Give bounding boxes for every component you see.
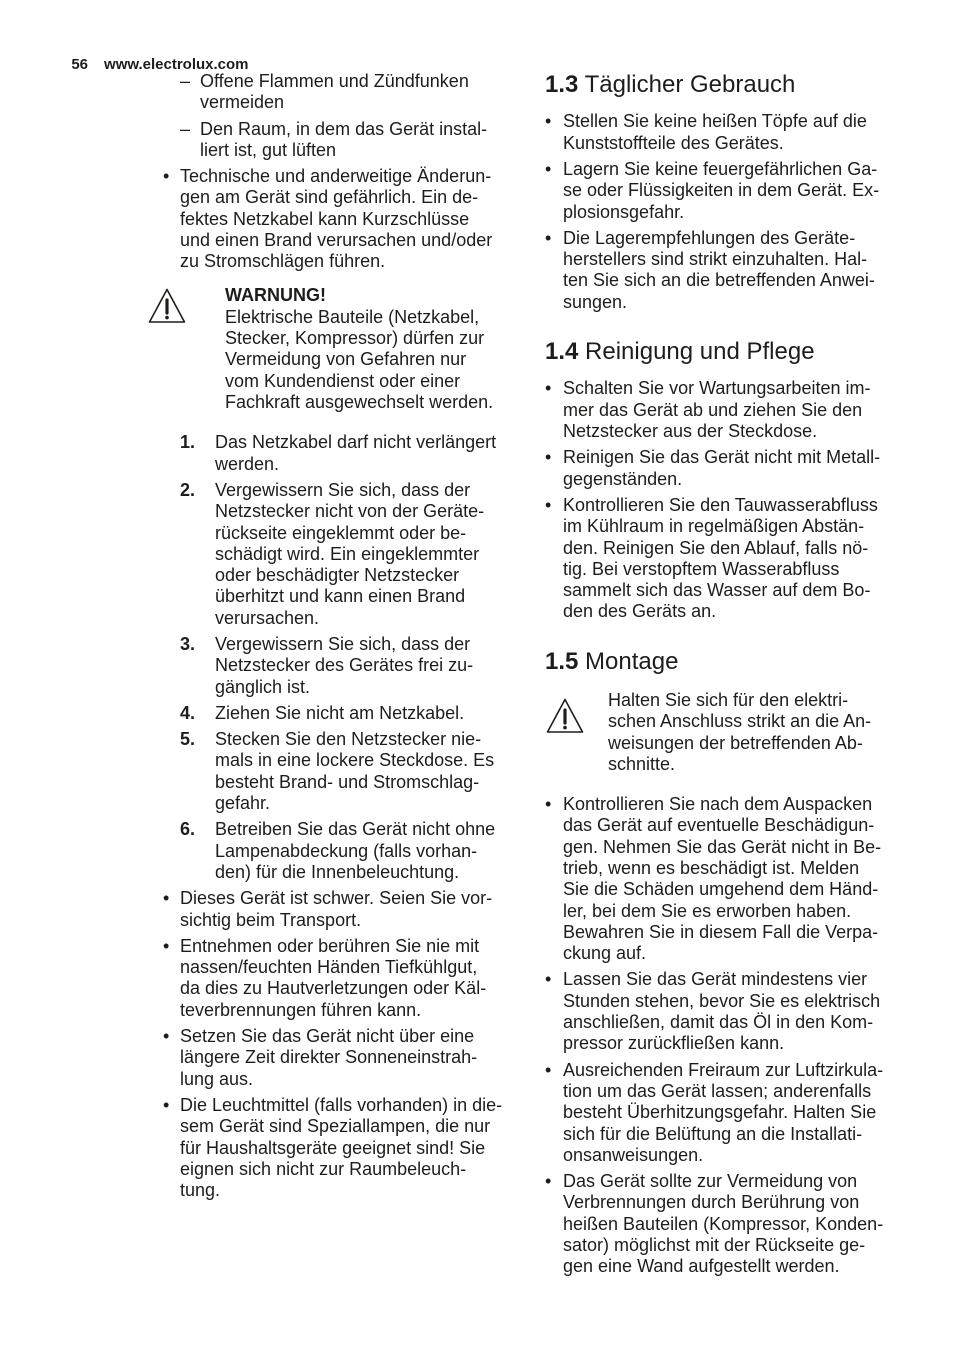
bullet-list-item: [545, 447, 915, 490]
list-item-text: Schalten Sie vor Wartungsarbeiten im- mer das Gerät ab und ziehen Sie den Netzstecker aus der Steckdose.: [563, 378, 871, 442]
bullet-list-item: [545, 969, 915, 1054]
item-number: 6.: [180, 819, 196, 840]
list-item-text: Das Netzkabel darf nicht verlängert werden.: [215, 432, 497, 474]
bullet-list-item: [545, 159, 915, 223]
warning-text: Elektrische Bauteile (Netzkabel, Stecker, Kompressor) dürfen zur Vermeidung von Gefahren nur vom Kundendienst oder einer Fachkraft ausgewechselt werden.: [225, 306, 494, 412]
bullet-marker: •: [163, 935, 170, 956]
bullet-list-item: [545, 1060, 915, 1166]
section-title: Täglicher Gebrauch: [584, 71, 796, 98]
bullet-marker: •: [163, 1094, 170, 1115]
section-heading: [545, 71, 915, 99]
numbered-list-item: [147, 480, 519, 629]
warning-text: Halten Sie sich für den elektri- schen Anschluss strikt an die An- weisungen der betreffenden Ab- schnitte.: [608, 690, 872, 774]
bullet-marker: •: [545, 111, 552, 132]
list-item-text: Betreiben Sie das Gerät nicht ohne Lampenabdeckung (falls vorhan- den) für die Innenbeleuchtung.: [215, 819, 496, 882]
bullet-marker: •: [545, 447, 552, 468]
list-item-text: Kontrollieren Sie nach dem Auspacken das Gerät auf eventuelle Beschädigun- gen. Nehmen Sie das Gerät nicht in Be- trieb, wenn es beschädigt ist. Melden Sie die Schäden umgehend dem Händ- ler, bei dem Sie es erworben haben. Bewahren Sie in diesem Fall die Verpa- ckung auf.: [563, 794, 882, 964]
bullet-list-item: [147, 1026, 519, 1090]
bullet-marker: •: [163, 1026, 170, 1047]
bullet-list-item: [545, 794, 915, 964]
numbered-list-item: [147, 729, 519, 814]
bullet-marker: •: [163, 166, 170, 187]
bullet-list-item: [545, 495, 915, 623]
dash-list-item: [147, 119, 519, 162]
list-item-text: Reinigen Sie das Gerät nicht mit Metall- gegenständen.: [563, 447, 881, 489]
list-item-text: Ziehen Sie nicht am Netzkabel.: [215, 702, 465, 723]
bullet-list-item: [545, 111, 915, 154]
right-column: [545, 71, 915, 1283]
list-item-text: Stellen Sie keine heißen Töpfe auf die Kunststoffteile des Gerätes.: [563, 111, 867, 153]
section-installation: [545, 648, 915, 1278]
warning-triangle-icon: [545, 697, 585, 735]
dash-marker: –: [180, 71, 191, 91]
list-item-text: Vergewissern Sie sich, dass der Netzstecker nicht von der Geräte- rückseite eingeklemmt oder be- schädigt wird. Ein eingeklemmter oder beschädigter Netzstecker überhitzt und kann einen Brand verursachen.: [215, 479, 485, 628]
item-number: 2.: [180, 479, 196, 500]
site-url: www.electrolux.com: [104, 56, 249, 73]
list-item-text: Lagern Sie keine feuergefährlichen Ga- se oder Flüssigkeiten in dem Gerät. Ex- plosionsgefahr.: [563, 158, 880, 222]
list-item-text: Die Lagerempfehlungen des Geräte- herstellers sind strikt einzuhalten. Hal- ten Sie sich an die betreffenden Anwei- sungen.: [563, 227, 875, 312]
bullet-marker: •: [545, 1059, 552, 1080]
list-item-text: Die Leuchtmittel (falls vorhanden) in die- sem Gerät sind Speziallampen, die nur für Haushaltsgeräte geeignet sind! Sie eignen sich nicht zur Raumbeleuch- tung.: [180, 1094, 503, 1201]
bullet-marker: •: [545, 794, 552, 815]
list-item-text: Den Raum, in dem das Gerät instal- liert ist, gut lüften: [200, 118, 488, 160]
item-number: 3.: [180, 634, 196, 654]
section-heading: [545, 338, 915, 366]
list-item-text: Stecken Sie den Netzstecker nie- mals in eine lockere Steckdose. Es besteht Brand- und Stromschlag- gefahr.: [215, 729, 495, 814]
list-item-text: Das Gerät sollte zur Vermeidung von Verbrennungen durch Berührung von heißen Bauteilen (Kompressor, Konden- sator) möglichst mit der Rückseite ge- gen eine Wand aufgestellt werden.: [563, 1171, 884, 1277]
list-item-text: Entnehmen oder berühren Sie nie mit nassen/feuchten Händen Tiefkühlgut, da dies zu Hautverletzungen oder Käl- teverbrennungen führen kann.: [180, 935, 487, 1020]
section-number: 1.4: [545, 338, 579, 366]
section-number: 1.3: [545, 71, 579, 98]
bullet-list-item: [545, 378, 915, 442]
warning-triangle-icon: [147, 287, 187, 325]
bullet-marker: •: [545, 227, 552, 248]
bullet-list-item: [147, 166, 519, 272]
list-item-text: Setzen Sie das Gerät nicht über eine längere Zeit direkter Sonneneinstrah- lung aus.: [180, 1026, 478, 1089]
list-item-text: Technische und anderweitige Änderun- gen am Gerät sind gefährlich. Ein de- fektes Netzkabel kann Kurzschlüsse und einen Brand verursachen und/oder zu Stromschlägen führen.: [180, 166, 493, 272]
numbered-list-item: [147, 819, 519, 883]
list-item-text: Lassen Sie das Gerät mindestens vier Stunden stehen, bevor Sie es elektrisch anschließen, damit das Öl in den Kom- pressor zurückfließen kann.: [563, 969, 881, 1054]
bullet-list-item: [147, 888, 519, 931]
bullet-marker: •: [545, 158, 552, 179]
section-number: 1.5: [545, 647, 579, 675]
bullet-list-item: [147, 1095, 519, 1201]
section-daily-use: [545, 71, 915, 313]
page-number: 56: [71, 56, 89, 73]
warning-block: [545, 690, 915, 775]
numbered-list-item: [147, 432, 519, 475]
item-number: 4.: [180, 702, 196, 723]
numbered-list-item: [147, 634, 519, 698]
bullet-marker: •: [163, 888, 170, 909]
bullet-list-item: [545, 228, 915, 313]
bullet-marker: •: [545, 378, 552, 399]
bullet-list-item: [545, 1171, 915, 1277]
left-column: [147, 71, 519, 1206]
bullet-list-item: [147, 936, 519, 1021]
warning-title: WARNUNG!: [225, 285, 326, 306]
list-item-text: Offene Flammen und Zündfunken vermeiden: [200, 71, 469, 113]
list-item-text: Ausreichenden Freiraum zur Luftzirkula- tion um das Gerät lassen; anderenfalls besteht Überhitzungsgefahr. Halten Sie sich für die Belüftung an die Installati- onsanweisungen.: [563, 1059, 884, 1165]
list-item-text: Dieses Gerät ist schwer. Seien Sie vor- sichtig beim Transport.: [180, 888, 493, 930]
bullet-marker: •: [545, 494, 552, 515]
section-title: Reinigung und Pflege: [585, 338, 815, 366]
dash-list-item: [147, 71, 519, 114]
page-header: [63, 38, 249, 74]
item-number: 5.: [180, 729, 196, 750]
item-number: 1.: [180, 432, 196, 453]
section-cleaning-care: [545, 338, 915, 623]
list-item-text: Vergewissern Sie sich, dass der Netzstecker des Gerätes frei zu- gänglich ist.: [215, 634, 474, 697]
warning-block: [147, 285, 519, 413]
bullet-marker: •: [545, 969, 552, 990]
list-item-text: Kontrollieren Sie den Tauwasserabfluss im Kühlraum in regelmäßigen Abstän- den. Reinigen Sie den Ablauf, falls nö- tig. Bei verstopftem Wasserabfluss sammelt sich das Wasser auf dem Bo- den des Geräts an.: [563, 494, 878, 622]
bullet-marker: •: [545, 1171, 552, 1192]
numbered-list-item: [147, 703, 519, 724]
section-heading: [545, 648, 915, 676]
dash-marker: –: [180, 118, 191, 139]
section-title: Montage: [585, 647, 679, 675]
